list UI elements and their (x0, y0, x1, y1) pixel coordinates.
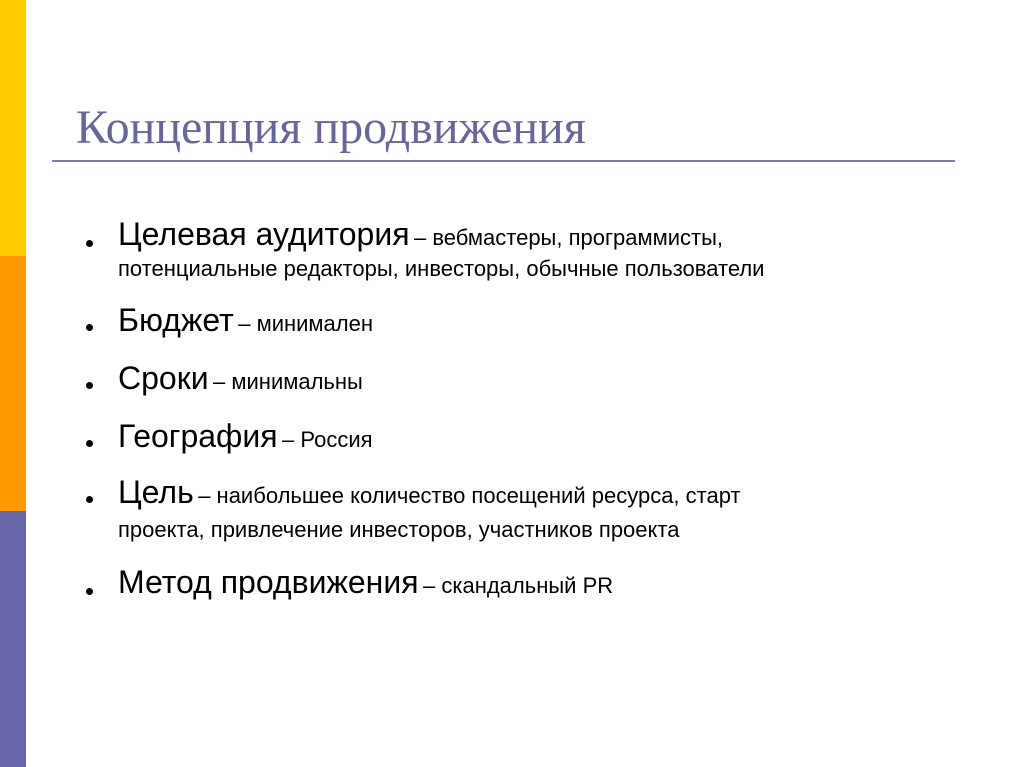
bullet-heading: Сроки (118, 360, 209, 396)
bullet-description: – скандальный PR (423, 573, 614, 598)
bullet-heading: Цель (118, 474, 194, 510)
bullet-dot (86, 440, 93, 447)
bullet-heading: Целевая аудитория (118, 216, 410, 252)
bullet-dot (86, 382, 93, 389)
bullet-dot (86, 324, 93, 331)
slide-title: Концепция продвижения (76, 101, 586, 154)
bullet-description: – вебмастеры, программисты, (414, 225, 724, 250)
bullet-heading: География (118, 418, 278, 454)
title-underline (52, 160, 955, 162)
bullet-description-continued: потенциальные редакторы, инвесторы, обычные пользователи (118, 256, 765, 281)
side-bar-yellow (0, 0, 26, 256)
bullet-heading: Метод продвижения (118, 564, 419, 600)
bullet-description: – Россия (282, 427, 373, 452)
bullet-dot (86, 588, 93, 595)
bullet-dot (86, 240, 93, 247)
bullet-description-continued: проекта, привлечение инвесторов, участников проекта (118, 517, 680, 542)
bullet-description: – наибольшее количество посещений ресурса, старт (198, 483, 741, 508)
side-bar-orange (0, 256, 26, 511)
side-bar-purple (0, 511, 26, 767)
bullet-dot (86, 496, 93, 503)
bullet-description: – минимален (238, 311, 374, 336)
bullet-heading: Бюджет (118, 302, 234, 338)
bullet-description: – минимальны (213, 369, 363, 394)
